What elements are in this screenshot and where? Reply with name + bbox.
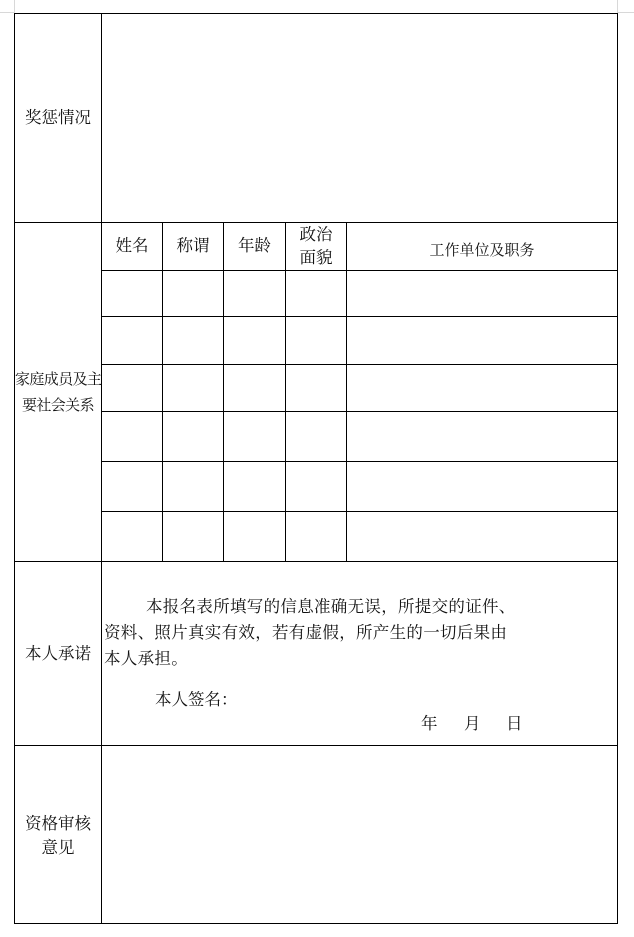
family-col-divider bbox=[285, 222, 286, 562]
header-work: 工作单位及职务 bbox=[429, 241, 535, 259]
header-political-line2: 面貌 bbox=[299, 248, 333, 267]
header-political-line1: 政治 bbox=[299, 225, 333, 244]
family-header-divider bbox=[101, 270, 618, 271]
signature-label: 本人签名： bbox=[155, 690, 238, 709]
commitment-line1: 本报名表所填写的信息准确无误，所提交的证件、 bbox=[146, 597, 516, 616]
family-row-divider bbox=[101, 411, 618, 412]
family-row-divider bbox=[101, 316, 618, 317]
table-right-border bbox=[617, 13, 618, 924]
label-column-divider bbox=[101, 13, 102, 924]
awards-label: 奖惩情况 bbox=[25, 108, 91, 127]
date-day: 日 bbox=[506, 714, 523, 733]
commitment-label: 本人承诺 bbox=[25, 644, 91, 663]
family-col-divider bbox=[346, 222, 347, 562]
commitment-line3: 本人承担。 bbox=[104, 649, 188, 668]
header-relation: 称谓 bbox=[176, 236, 210, 255]
family-bottom-border bbox=[14, 561, 618, 562]
family-col-divider bbox=[162, 222, 163, 562]
header-name: 姓名 bbox=[115, 236, 149, 255]
corner-mark-right-v bbox=[617, 0, 618, 13]
corner-mark-left bbox=[0, 12, 14, 13]
family-label-line1: 家庭成员及主 bbox=[15, 370, 102, 388]
family-label-line2: 要社会关系 bbox=[21, 396, 94, 414]
commitment-line2: 资料、照片真实有效，若有虚假，所产生的一切后果由 bbox=[104, 623, 508, 642]
family-row-divider bbox=[101, 511, 618, 512]
review-label-line2: 意见 bbox=[41, 838, 75, 857]
table-bottom-border bbox=[14, 923, 618, 924]
corner-mark-left-v bbox=[14, 0, 15, 13]
header-age: 年龄 bbox=[238, 236, 271, 255]
family-row-divider bbox=[101, 461, 618, 462]
date-year: 年 bbox=[421, 714, 438, 733]
review-label-line1: 资格审核 bbox=[25, 814, 91, 833]
family-row-divider bbox=[101, 364, 618, 365]
table-left-border bbox=[14, 13, 15, 924]
family-col-divider bbox=[223, 222, 224, 562]
commitment-bottom-border bbox=[14, 745, 618, 746]
date-month: 月 bbox=[464, 714, 481, 733]
corner-mark-right bbox=[617, 12, 634, 13]
table-top-border bbox=[14, 13, 618, 14]
